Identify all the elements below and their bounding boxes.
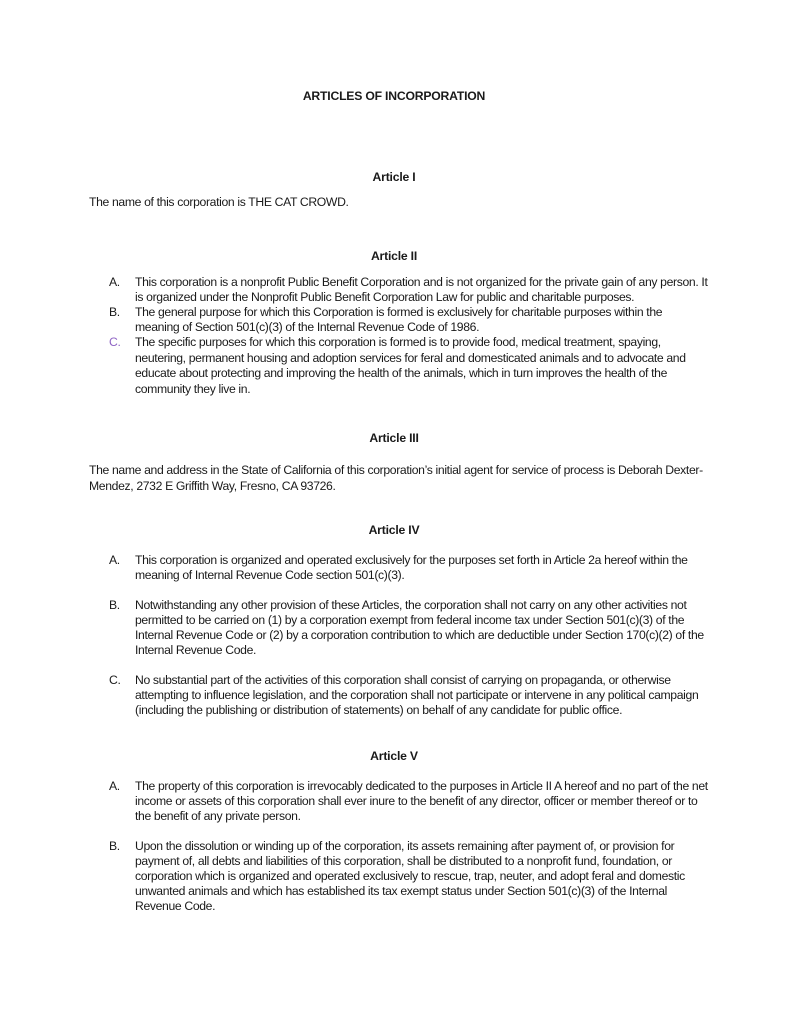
list-marker: A. [109, 553, 120, 567]
list-item-text: This corporation is a nonprofit Public Benefit Corporation and is not organized for the private gain of any person. It is organized under the Nonprofit Public Benefit Corporation Law for public and charitable purposes. [135, 275, 708, 304]
article-4-list [109, 553, 709, 718]
list-item-text: The property of this corporation is irrevocably dedicated to the purposes in Article II A hereof and no part of the net income or assets of this corporation shall ever inure to the benefit of any director, officer or member thereof or to the benefit of any private person. [135, 779, 708, 823]
list-item [109, 335, 709, 397]
article-4-heading: Article IV [368, 523, 420, 537]
list-marker: B. [109, 598, 120, 612]
list-item [109, 305, 709, 335]
article-3-paragraph: The name and address in the State of California of this corporation’s initial agent for service of process is Deborah Dexter-Mendez, 2732 E Griffith Way, Fresno, CA 93726. [89, 463, 703, 493]
list-marker: B. [109, 305, 120, 319]
list-marker: C. [109, 335, 121, 349]
list-item [109, 275, 709, 305]
article-2-heading: Article II [370, 249, 418, 263]
list-item [109, 839, 709, 914]
document-title: ARTICLES OF INCORPORATION [302, 89, 486, 103]
list-item [109, 553, 709, 583]
list-marker: C. [109, 673, 121, 687]
article-5-heading: Article V [370, 749, 418, 763]
list-item-text: The general purpose for which this Corporation is formed is exclusively for charitable purposes within the meaning of Section 501(c)(3) of the Internal Revenue Code of 1986. [135, 305, 663, 334]
list-item-text: Notwithstanding any other provision of these Articles, the corporation shall not carry on any other activities not permitted to be carried on (1) by a corporation exempt from federal income tax under Section 501(c)(3) of the Internal Revenue Code or (2) by a corporation contribution to which are deductible under Section 170(c)(2) of the Internal Revenue Code. [135, 598, 704, 657]
article-1-heading: Article I [372, 170, 416, 184]
list-item-text: Upon the dissolution or winding up of the corporation, its assets remaining after payment of, or provision for payment of, all debts and liabilities of this corporation, shall be distributed to a nonprofit fund, foundation, or corporation which is organized and operated exclusively to rescue, trap, neuter, and adopt feral and domestic unwanted animals and which has established its tax exempt status under Section 501(c)(3) of the Internal Revenue Code. [135, 839, 685, 913]
list-item [109, 598, 709, 658]
list-marker: B. [109, 839, 120, 853]
list-item-text: No substantial part of the activities of this corporation shall consist of carrying on propaganda, or otherwise attempting to influence legislation, and the corporation shall not participate or intervene in any political campaign (including the publishing or distribution of statements) on behalf of any candidate for public office. [135, 673, 699, 717]
article-5-list [109, 779, 709, 914]
list-marker: A. [109, 275, 120, 289]
list-item [109, 673, 709, 718]
list-item-text: The specific purposes for which this corporation is formed is to provide food, medical treatment, spaying, neutering, permanent housing and adoption services for feral and domesticated animals and to advocate and educate about protecting and improving the health of the animals, which in turn improves the health of the community they live in. [135, 335, 686, 396]
article-2-list [109, 275, 709, 397]
list-item [109, 779, 709, 824]
article-1-paragraph: The name of this corporation is THE CAT CROWD. [89, 195, 349, 209]
list-marker: A. [109, 779, 120, 793]
article-3-heading: Article III [369, 431, 419, 445]
list-item-text: This corporation is organized and operated exclusively for the purposes set forth in Article 2a hereof within the meaning of Internal Revenue Code section 501(c)(3). [135, 553, 688, 582]
